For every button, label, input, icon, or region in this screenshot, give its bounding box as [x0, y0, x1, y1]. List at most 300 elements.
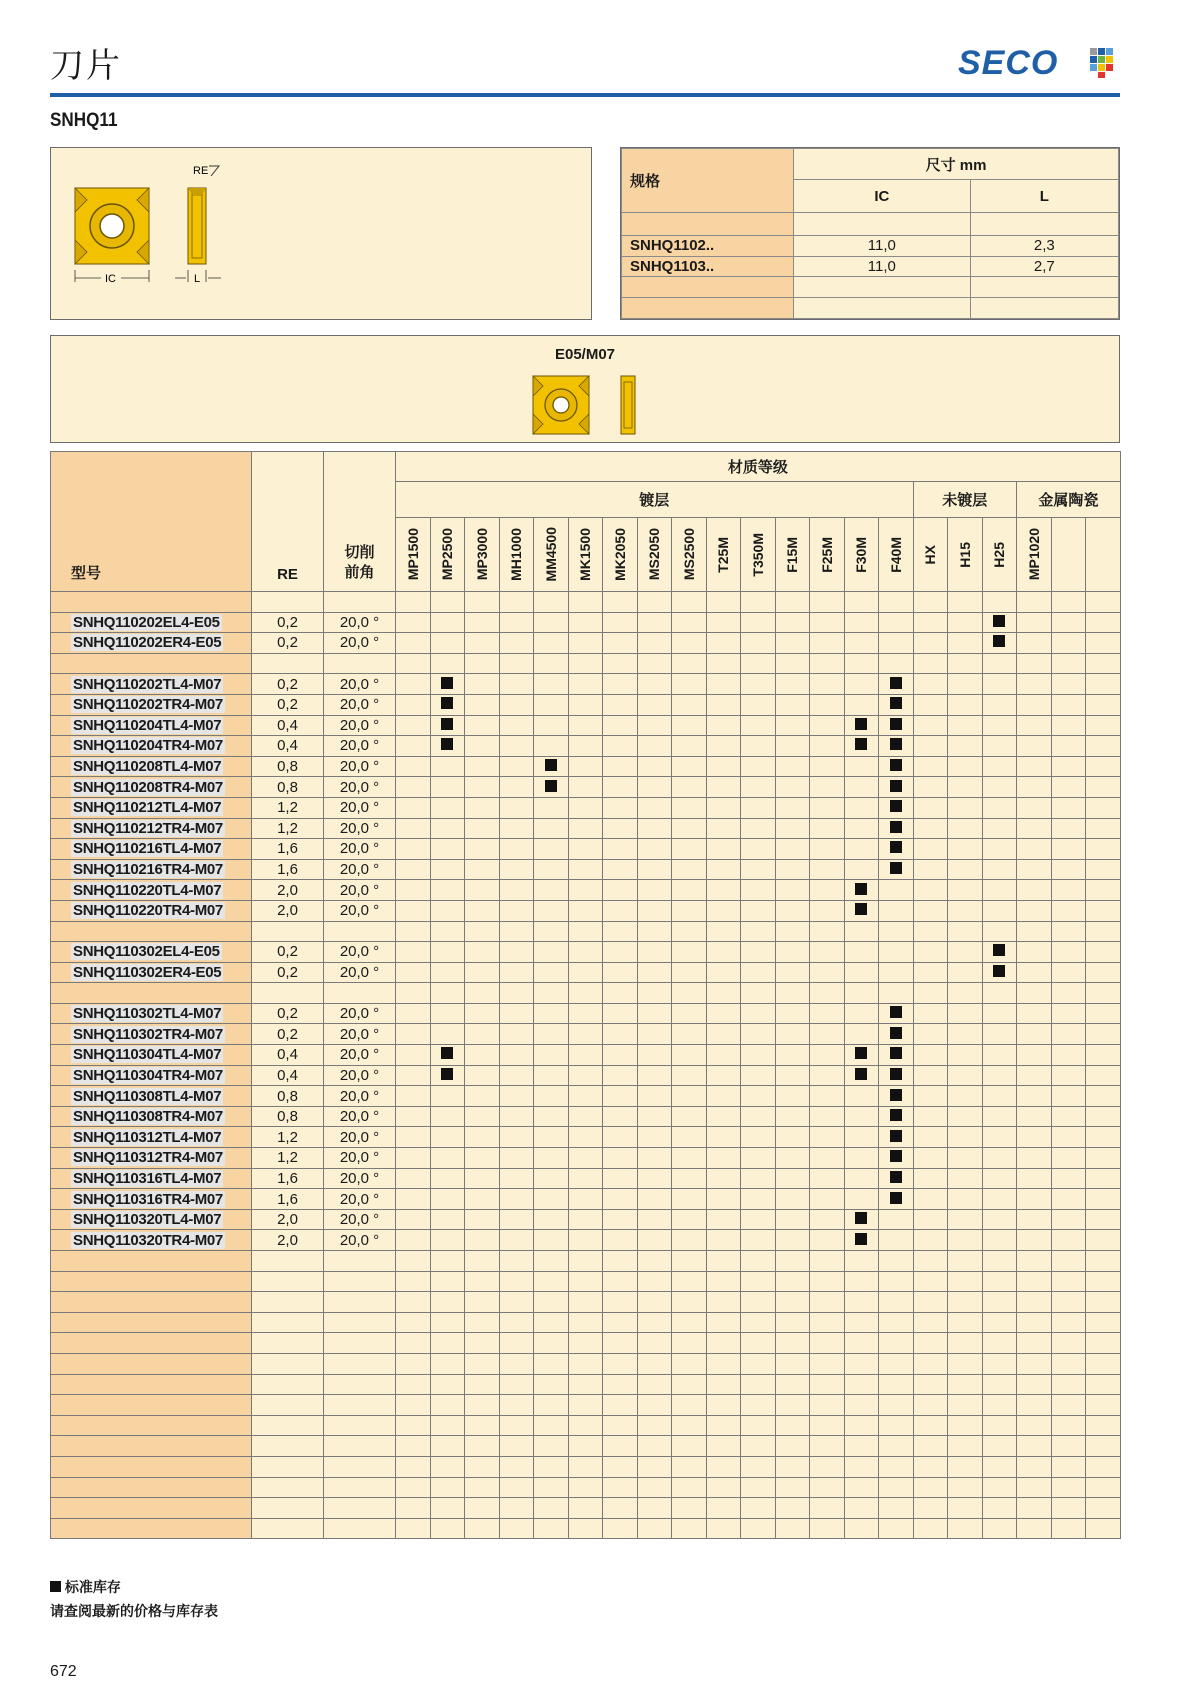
- grade-cell: [499, 942, 534, 963]
- grade-cell: [465, 1189, 500, 1210]
- grade-cell: [741, 1065, 776, 1086]
- spec-name: SNHQ1102..: [622, 236, 794, 257]
- grade-cell: [534, 880, 569, 901]
- grade-cell: [844, 1024, 879, 1045]
- grade-cell: [879, 1045, 914, 1066]
- grade-cell: [1017, 715, 1052, 736]
- grade-cell: [1086, 633, 1121, 654]
- stock-mark-icon: [855, 903, 867, 915]
- grade-cell: [775, 1209, 810, 1230]
- grade-cell: [499, 859, 534, 880]
- grade-cell: [1017, 1168, 1052, 1189]
- grade-cell: [1051, 1065, 1086, 1086]
- grade-cell: [430, 674, 465, 695]
- grade-cell: [603, 1148, 638, 1169]
- grade-cell: [1051, 1086, 1086, 1107]
- re-cell: 2,0: [252, 880, 324, 901]
- stock-mark-icon: [855, 738, 867, 750]
- empty-row: [51, 1477, 1121, 1498]
- grade-cell: [396, 674, 431, 695]
- grade-cell: [775, 777, 810, 798]
- grade-cell: [603, 900, 638, 921]
- grade-cell: [741, 694, 776, 715]
- grade-cell: [948, 756, 983, 777]
- model-code: SNHQ110212TR4-M07: [73, 819, 223, 837]
- table-row: [51, 1024, 1121, 1045]
- table-row: [51, 1127, 1121, 1148]
- grade-table: [50, 451, 1121, 1539]
- grade-cell: [568, 715, 603, 736]
- grade-cell: [879, 859, 914, 880]
- rake-angle-cell: 20,0 °: [324, 633, 396, 654]
- grade-cell: [534, 715, 569, 736]
- grade-cell: [948, 1168, 983, 1189]
- geometry-label: E05/M07: [554, 346, 616, 363]
- grade-cell: [637, 942, 672, 963]
- grade-cell: [1051, 674, 1086, 695]
- grade-cell: [810, 1148, 845, 1169]
- grade-cell: [534, 1127, 569, 1148]
- model-header: 型号: [51, 452, 252, 592]
- grade-cell: [568, 1127, 603, 1148]
- stock-mark-icon: [890, 821, 902, 833]
- grade-cell: [948, 612, 983, 633]
- grade-cell: [706, 1086, 741, 1107]
- grade-cell: [982, 674, 1017, 695]
- grade-cell: [672, 900, 707, 921]
- empty-row: [51, 1415, 1121, 1436]
- model-code: SNHQ110302TL4-M07: [73, 1005, 222, 1023]
- grade-cell: [844, 756, 879, 777]
- model-cell: [51, 633, 252, 654]
- grade-cell: [672, 1106, 707, 1127]
- grade-cell: [741, 756, 776, 777]
- grade-cell: [879, 1168, 914, 1189]
- grade-cell: [1051, 1106, 1086, 1127]
- rake-angle-cell: 20,0 °: [324, 1148, 396, 1169]
- re-cell: 2,0: [252, 900, 324, 921]
- empty-row: [51, 1353, 1121, 1374]
- stock-mark-icon: [441, 718, 453, 730]
- grade-cell: [1086, 942, 1121, 963]
- model-cell: [51, 736, 252, 757]
- stock-mark-icon: [890, 1027, 902, 1039]
- stock-mark-icon: [890, 1109, 902, 1121]
- grade-cell: [534, 1106, 569, 1127]
- re-cell: 1,2: [252, 818, 324, 839]
- grade-cell: [499, 756, 534, 777]
- grade-cell: [1017, 900, 1052, 921]
- grade-cell: [775, 633, 810, 654]
- grade-cell: [672, 880, 707, 901]
- grade-cell: [913, 1209, 948, 1230]
- grade-cell: [948, 1230, 983, 1251]
- grade-header-mp2500: [430, 518, 465, 592]
- model-code: SNHQ110204TL4-M07: [73, 716, 222, 734]
- grade-cell: [534, 839, 569, 860]
- grade-cell: [741, 1148, 776, 1169]
- grade-cell: [534, 1209, 569, 1230]
- rake-angle-cell: 20,0 °: [324, 1168, 396, 1189]
- grade-cell: [603, 736, 638, 757]
- grade-cell: [1017, 1209, 1052, 1230]
- grade-cell: [844, 612, 879, 633]
- grade-cell: [534, 1024, 569, 1045]
- grade-cell: [603, 694, 638, 715]
- grade-cell: [465, 756, 500, 777]
- grade-cell: [637, 1168, 672, 1189]
- grade-cell: [706, 777, 741, 798]
- re-cell: 0,2: [252, 962, 324, 983]
- grade-cell: [396, 633, 431, 654]
- stock-mark-icon: [890, 1130, 902, 1142]
- grade-cell: [879, 612, 914, 633]
- grade-cell: [844, 1127, 879, 1148]
- re-cell: 1,6: [252, 1189, 324, 1210]
- grade-cell: [1086, 1024, 1121, 1045]
- re-header: RE: [252, 452, 324, 592]
- grade-cell: [499, 900, 534, 921]
- table-row: [51, 880, 1121, 901]
- model-cell: [51, 900, 252, 921]
- grade-cell: [982, 1189, 1017, 1210]
- grade-cell: [879, 1230, 914, 1251]
- grade-cell: [810, 756, 845, 777]
- coated-header: 镀层: [396, 482, 914, 518]
- grade-cell: [534, 1065, 569, 1086]
- grade-cell: [706, 1168, 741, 1189]
- model-code: SNHQ110320TR4-M07: [73, 1231, 223, 1249]
- grade-cell: [879, 797, 914, 818]
- grade-label: F15M: [784, 536, 801, 573]
- grade-cell: [430, 1230, 465, 1251]
- table-row: [51, 1189, 1121, 1210]
- table-row: [51, 859, 1121, 880]
- grade-cell: [396, 1065, 431, 1086]
- rake-angle-cell: 20,0 °: [324, 777, 396, 798]
- grade-cell: [844, 777, 879, 798]
- grade-cell: [637, 880, 672, 901]
- grade-cell: [913, 715, 948, 736]
- grade-cell: [637, 633, 672, 654]
- grade-cell: [499, 633, 534, 654]
- grade-cell: [396, 1003, 431, 1024]
- model-cell: [51, 1086, 252, 1107]
- grade-cell: [672, 1127, 707, 1148]
- grade-cell: [499, 736, 534, 757]
- grade-cell: [982, 777, 1017, 798]
- model-code: SNHQ110208TL4-M07: [73, 758, 222, 776]
- grade-cell: [1086, 715, 1121, 736]
- grade-cell: [1051, 1148, 1086, 1169]
- grade-cell: [430, 633, 465, 654]
- table-row: [51, 1003, 1121, 1024]
- grade-cell: [534, 1168, 569, 1189]
- grade-cell: [775, 1168, 810, 1189]
- grade-cell: [706, 1024, 741, 1045]
- grade-cell: [430, 839, 465, 860]
- grade-cell: [672, 818, 707, 839]
- group-spacer-row: [51, 983, 1121, 1004]
- table-row: [51, 1045, 1121, 1066]
- re-cell: 2,0: [252, 1230, 324, 1251]
- rake-angle-cell: 20,0 °: [324, 715, 396, 736]
- empty-row: [51, 1333, 1121, 1354]
- model-code: SNHQ110316TL4-M07: [73, 1169, 222, 1187]
- rake-angle-cell: 20,0 °: [324, 880, 396, 901]
- rake-angle-cell: 20,0 °: [324, 1024, 396, 1045]
- grade-cell: [430, 777, 465, 798]
- grade-cell: [982, 1045, 1017, 1066]
- grade-label: MP3000: [473, 528, 490, 581]
- rake-angle-cell: 20,0 °: [324, 1209, 396, 1230]
- grade-header-mk2050: [603, 518, 638, 592]
- grade-cell: [879, 818, 914, 839]
- grade-cell: [844, 1230, 879, 1251]
- rake-angle-cell: 20,0 °: [324, 1106, 396, 1127]
- grade-cell: [982, 1106, 1017, 1127]
- grade-cell: [499, 715, 534, 736]
- grade-cell: [810, 839, 845, 860]
- grade-cell: [465, 1065, 500, 1086]
- grade-cell: [810, 612, 845, 633]
- grade-cell: [913, 880, 948, 901]
- stock-mark-icon: [855, 883, 867, 895]
- grade-cell: [568, 1045, 603, 1066]
- grade-cell: [1017, 818, 1052, 839]
- re-cell: 1,2: [252, 1127, 324, 1148]
- grade-cell: [568, 818, 603, 839]
- grade-cell: [879, 880, 914, 901]
- grade-cell: [430, 1024, 465, 1045]
- grade-cell: [913, 1148, 948, 1169]
- grade-cell: [844, 674, 879, 695]
- grade-cell: [534, 674, 569, 695]
- rake-angle-cell: 20,0 °: [324, 839, 396, 860]
- grade-header-mm4500: [534, 518, 569, 592]
- grade-label: F40M: [887, 536, 904, 573]
- grade-cell: [396, 1230, 431, 1251]
- grade-cell: [637, 736, 672, 757]
- grade-cell: [637, 756, 672, 777]
- grade-cell: [672, 1045, 707, 1066]
- grade-cell: [1017, 1106, 1052, 1127]
- grade-cell: [982, 1168, 1017, 1189]
- grade-cell: [741, 880, 776, 901]
- grade-cell: [465, 1086, 500, 1107]
- rake-angle-cell: 20,0 °: [324, 1189, 396, 1210]
- grade-cell: [672, 1024, 707, 1045]
- spec-ic: 11,0: [794, 256, 971, 277]
- rake-angle-cell: 20,0 °: [324, 900, 396, 921]
- grade-cell: [534, 818, 569, 839]
- grade-cell: [741, 1106, 776, 1127]
- grade-cell: [948, 1003, 983, 1024]
- grade-cell: [637, 1148, 672, 1169]
- grade-cell: [396, 777, 431, 798]
- stock-mark-icon: [441, 697, 453, 709]
- grade-cell: [879, 1086, 914, 1107]
- grade-cell: [672, 777, 707, 798]
- grade-cell: [844, 962, 879, 983]
- grade-cell: [982, 1003, 1017, 1024]
- stock-mark-icon: [855, 1233, 867, 1245]
- grade-cell: [810, 1003, 845, 1024]
- model-cell: [51, 1168, 252, 1189]
- grade-cell: [1086, 1209, 1121, 1230]
- grade-cell: [465, 694, 500, 715]
- re-cell: 0,2: [252, 674, 324, 695]
- grade-cell: [948, 674, 983, 695]
- grade-cell: [1051, 1045, 1086, 1066]
- re-label: RE: [193, 165, 209, 177]
- grade-cell: [913, 1127, 948, 1148]
- table-row: [51, 1086, 1121, 1107]
- model-code: SNHQ110208TR4-M07: [73, 778, 223, 796]
- grade-cell: [1017, 633, 1052, 654]
- grade-cell: [913, 1106, 948, 1127]
- grade-cell: [637, 1230, 672, 1251]
- grade-cell: [741, 1189, 776, 1210]
- grade-cell: [775, 756, 810, 777]
- grade-cell: [913, 633, 948, 654]
- grade-cell: [603, 674, 638, 695]
- price-note: 请查阅最新的价格与库存表: [50, 1603, 218, 1619]
- model-cell: [51, 1189, 252, 1210]
- grade-cell: [879, 756, 914, 777]
- stock-mark-icon: [890, 759, 902, 771]
- grade-cell: [637, 818, 672, 839]
- grade-cell: [706, 1148, 741, 1169]
- spec-l: 2,7: [970, 256, 1118, 277]
- grade-cell: [1086, 1127, 1121, 1148]
- grade-cell: [603, 756, 638, 777]
- grade-cell: [430, 818, 465, 839]
- grade-cell: [396, 818, 431, 839]
- grade-label: MH1000: [508, 528, 525, 581]
- rake-angle-cell: 20,0 °: [324, 612, 396, 633]
- insert-dimension-drawing: [51, 148, 593, 321]
- re-cell: 0,2: [252, 1003, 324, 1024]
- table-row: [51, 756, 1121, 777]
- grade-cell: [1017, 612, 1052, 633]
- grade-cell: [534, 1003, 569, 1024]
- grade-cell: [844, 694, 879, 715]
- stock-mark-icon: [890, 800, 902, 812]
- grade-cell: [948, 859, 983, 880]
- grade-cell: [1051, 1209, 1086, 1230]
- re-cell: 0,2: [252, 694, 324, 715]
- seco-logo: [958, 44, 1118, 82]
- grade-cell: [913, 1230, 948, 1251]
- model-cell: [51, 1045, 252, 1066]
- spec-table: [621, 148, 1119, 319]
- grade-cell: [465, 859, 500, 880]
- model-cell: [51, 859, 252, 880]
- grade-cell: [948, 962, 983, 983]
- grade-cell: [1086, 1106, 1121, 1127]
- grade-cell: [879, 900, 914, 921]
- grade-cell: [396, 797, 431, 818]
- re-cell: 0,2: [252, 612, 324, 633]
- grade-cell: [1017, 859, 1052, 880]
- grade-cell: [913, 1003, 948, 1024]
- grade-cell: [1051, 715, 1086, 736]
- model-code: SNHQ110304TR4-M07: [73, 1066, 223, 1084]
- grade-cell: [465, 1106, 500, 1127]
- grade-cell: [844, 880, 879, 901]
- grade-cell: [430, 1168, 465, 1189]
- grade-cell: [534, 942, 569, 963]
- re-cell: 1,2: [252, 1148, 324, 1169]
- grade-cell: [879, 1065, 914, 1086]
- grade-cell: [1017, 1024, 1052, 1045]
- grade-cell: [396, 1168, 431, 1189]
- grade-cell: [1051, 633, 1086, 654]
- grade-cell: [465, 1148, 500, 1169]
- grade-cell: [568, 777, 603, 798]
- grade-cell: [982, 962, 1017, 983]
- grade-cell: [1051, 797, 1086, 818]
- grade-cell: [603, 1106, 638, 1127]
- grade-cell: [810, 1045, 845, 1066]
- grade-cell: [1017, 736, 1052, 757]
- grade-cell: [430, 962, 465, 983]
- grade-cell: [603, 1209, 638, 1230]
- grade-header-mk1500: [568, 518, 603, 592]
- empty-row: [51, 1292, 1121, 1313]
- grade-cell: [672, 756, 707, 777]
- grade-label: MM4500: [542, 527, 559, 582]
- empty-row: [51, 1374, 1121, 1395]
- grade-cell: [603, 839, 638, 860]
- grade-cell: [948, 633, 983, 654]
- grade-cell: [844, 1045, 879, 1066]
- grade-cell: [1051, 612, 1086, 633]
- model-cell: [51, 1106, 252, 1127]
- grade-cell: [568, 674, 603, 695]
- grade-cell: [637, 1086, 672, 1107]
- grade-cell: [982, 633, 1017, 654]
- grade-cell: [844, 839, 879, 860]
- grade-cell: [948, 715, 983, 736]
- stock-mark-icon: [441, 738, 453, 750]
- grade-cell: [534, 756, 569, 777]
- grade-cell: [810, 900, 845, 921]
- grade-cell: [844, 900, 879, 921]
- grade-cell: [1086, 1003, 1121, 1024]
- table-row: [51, 1230, 1121, 1251]
- grade-cell: [1051, 1230, 1086, 1251]
- model-cell: [51, 1230, 252, 1251]
- grade-cell: [948, 839, 983, 860]
- page-title: 刀片: [50, 46, 122, 86]
- grade-cell: [672, 1189, 707, 1210]
- grade-cell: [810, 736, 845, 757]
- grade-cell: [1017, 962, 1052, 983]
- grade-cell: [603, 1065, 638, 1086]
- grade-cell: [1017, 756, 1052, 777]
- model-code: SNHQ110212TL4-M07: [73, 799, 222, 817]
- grade-cell: [844, 715, 879, 736]
- grade-cell: [430, 612, 465, 633]
- grade-cell: [465, 633, 500, 654]
- grade-cell: [568, 736, 603, 757]
- grade-header-f30m: [844, 518, 879, 592]
- grade-cell: [879, 942, 914, 963]
- grade-label: MS2500: [680, 528, 697, 581]
- grade-cell: [913, 839, 948, 860]
